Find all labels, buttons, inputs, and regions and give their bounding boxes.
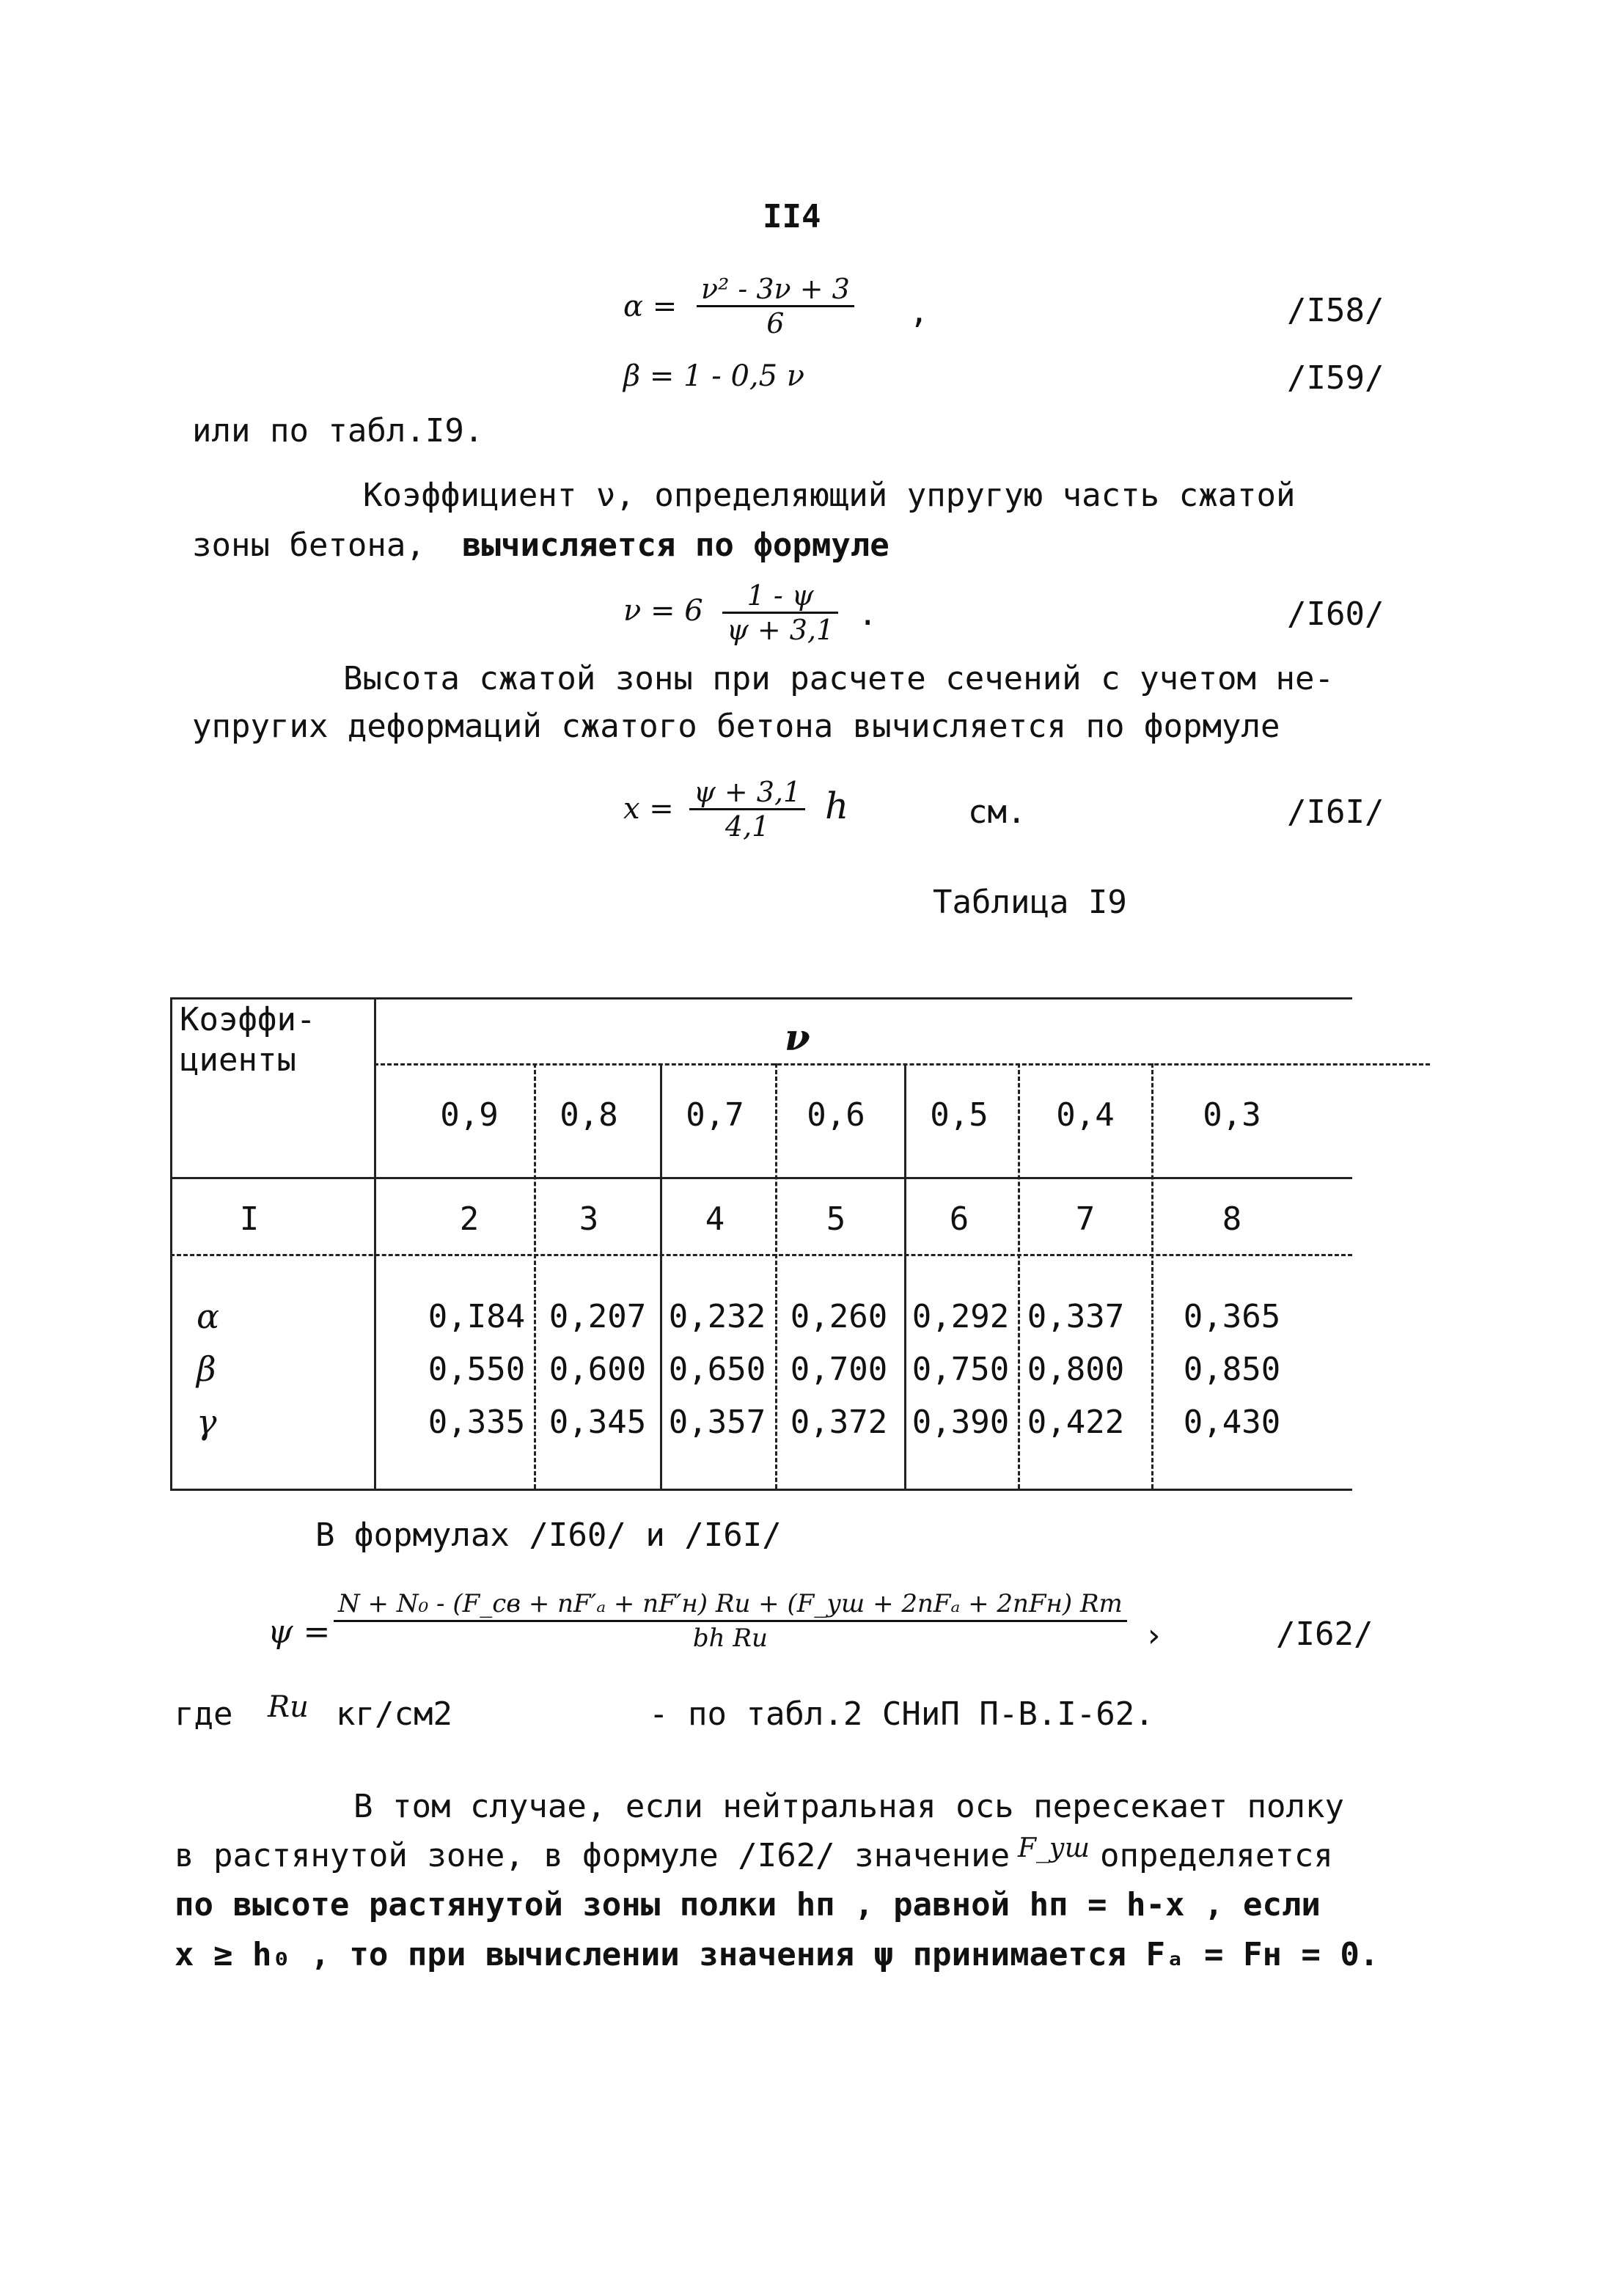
table-nu-value: 0,6: [807, 1096, 865, 1134]
table-row-label-gamma: γ: [197, 1402, 217, 1442]
table-col-number: 6: [949, 1200, 969, 1238]
where-label: где: [175, 1695, 233, 1733]
table-cell: 0,I84: [428, 1298, 526, 1335]
formula-160-number: /I60/: [1287, 595, 1384, 633]
paragraph-neutral-axis-line3: по высоте растянутой зоны полки hп , равной hп = h-x , если: [175, 1886, 1321, 1923]
formula-158-number: /I58/: [1287, 292, 1384, 329]
table-cell: 0,232: [668, 1298, 766, 1335]
table-corner-header-line1: Коэффи-: [180, 1001, 316, 1038]
table-line-under-col-numbers: [170, 1254, 1352, 1256]
formula-162-fraction: [334, 1588, 1127, 1654]
paragraph-height-line2: упругих деформаций сжатого бетона вычисляется по формуле: [192, 708, 1280, 745]
table-col-number: I: [239, 1200, 260, 1238]
paragraph-height-line1: Высота сжатой зоны при расчете сечений с учетом не-: [343, 660, 1335, 697]
page-number: II4: [763, 198, 821, 235]
table-nu-value: 0,9: [440, 1096, 499, 1134]
table-cell: 0,550: [428, 1351, 526, 1388]
formula-162-number: /I62/: [1276, 1615, 1373, 1653]
table-nu-value: 0,3: [1203, 1096, 1261, 1134]
formula-161-fraction: [689, 776, 805, 843]
paragraph-neutral-axis-line2b: определяется: [1100, 1837, 1333, 1874]
table-row-label-beta: β: [197, 1349, 216, 1389]
where-symbol: Rи: [268, 1690, 309, 1724]
table-col-number: 3: [579, 1200, 599, 1238]
table-nu-value: 0,8: [560, 1096, 618, 1134]
table-nu-value: 0,7: [686, 1096, 744, 1134]
formula-158-fraction: [697, 273, 854, 340]
paragraph-nu-line1: Коэффициент ν, определяющий упругую часть сжатой: [363, 477, 1296, 514]
formula-161-lhs: x =: [623, 792, 674, 826]
table-cell: 0,335: [428, 1404, 526, 1441]
table-line-under-header: [170, 1177, 1352, 1179]
table-line-corner: [374, 997, 376, 1489]
formula-162-tail: ›: [1144, 1617, 1164, 1654]
table-col-number: 7: [1075, 1200, 1096, 1238]
table-cell: 0,207: [549, 1298, 647, 1335]
formula-159-expr: β = 1 - 0,5 ν: [623, 359, 805, 393]
formula-161-numerator: ψ + 3,1: [694, 776, 802, 808]
formula-161-h: h: [825, 785, 849, 827]
paragraph-nu-line2b: вычисляется по формуле: [462, 527, 889, 564]
table-col-number: 4: [705, 1200, 725, 1238]
table-cell: 0,700: [790, 1351, 888, 1388]
where-reference: - по табл.2 СНиП П-В.I-62.: [649, 1695, 1154, 1733]
table-line-col-3: [534, 1063, 536, 1489]
formula-160-numerator: 1 - ψ: [747, 579, 814, 612]
paragraph-neutral-axis-line1: В том случае, если нейтральная ось пересекает полку: [353, 1788, 1345, 1825]
table-cell: 0,337: [1027, 1298, 1125, 1335]
table-cell: 0,345: [549, 1404, 647, 1441]
table-line-under-nu: [374, 1063, 1430, 1066]
formula-160-denominator: ψ + 3,1: [727, 614, 834, 646]
paragraph-neutral-axis-line2a: в растянутой зоне, в формуле /I62/ значение: [175, 1837, 1010, 1874]
table-cell: 0,850: [1183, 1351, 1281, 1388]
table-nu-header: ν: [785, 1016, 810, 1059]
formula-161-unit: см.: [968, 793, 1027, 831]
table-line-col-8: [1151, 1063, 1153, 1489]
table-title: Таблица I9: [933, 884, 1127, 921]
in-formulas-text: В формулах /I60/ и /I6I/: [315, 1516, 782, 1554]
table-cell: 0,650: [668, 1351, 766, 1388]
paragraph-neutral-axis-line4: x ≥ h₀ , то при вычислении значения ψ принимается Fₐ = Fн = 0.: [175, 1936, 1379, 1973]
paragraph-neutral-axis-symbol: F_уш: [1018, 1833, 1090, 1863]
table-nu-value: 0,4: [1056, 1096, 1115, 1134]
table-cell: 0,800: [1027, 1351, 1125, 1388]
formula-160-lhs: ν = 6: [623, 594, 703, 628]
table-cell: 0,357: [668, 1404, 766, 1441]
table-cell: 0,750: [911, 1351, 1010, 1388]
formula-161-number: /I6I/: [1287, 793, 1384, 831]
table-col-number: 2: [459, 1200, 480, 1238]
formula-162-numerator: N + N₀ - (F_св + nF′ₐ + nF′н) Rи + (F_уш + 2nFₐ + 2nFн) Rт: [338, 1589, 1123, 1618]
table-line-col-5: [775, 1063, 777, 1489]
formula-158-lhs: α =: [623, 290, 678, 323]
table-row-label-alpha: α: [197, 1296, 220, 1336]
paragraph-nu-line2a: зоны бетона,: [192, 527, 425, 564]
table-corner-header-line2: циенты: [180, 1041, 296, 1079]
table-nu-value: 0,5: [930, 1096, 988, 1134]
table-cell: 0,365: [1183, 1298, 1281, 1335]
formula-160-fraction: [722, 579, 838, 646]
table-cell: 0,390: [911, 1404, 1010, 1441]
table-line-col-7: [1018, 1063, 1020, 1489]
table-cell: 0,430: [1183, 1404, 1281, 1441]
table-cell: 0,260: [790, 1298, 888, 1335]
table-cell: 0,372: [790, 1404, 888, 1441]
formula-160-period: .: [858, 595, 878, 633]
table-cell: 0,600: [549, 1351, 647, 1388]
table-border-left: [170, 997, 172, 1489]
formula-158-numerator: ν² - 3ν + 3: [701, 273, 850, 305]
table-col-number: 8: [1222, 1200, 1242, 1238]
or-by-table-text: или по табл.I9.: [192, 412, 484, 450]
formula-158-denominator: 6: [766, 307, 785, 340]
table-cell: 0,292: [911, 1298, 1010, 1335]
table-col-number: 5: [826, 1200, 846, 1238]
formula-161-denominator: 4,1: [725, 810, 770, 843]
formula-158-comma: ,: [909, 293, 929, 331]
table-border-bottom: [170, 1489, 1352, 1491]
table-border-top: [170, 997, 1352, 1000]
formula-162-lhs: ψ =: [268, 1613, 331, 1651]
table-cell: 0,422: [1027, 1404, 1125, 1441]
where-unit: кг/см2: [336, 1695, 452, 1733]
formula-162-denominator: bh Rи: [692, 1624, 768, 1653]
formula-159-number: /I59/: [1287, 359, 1384, 397]
